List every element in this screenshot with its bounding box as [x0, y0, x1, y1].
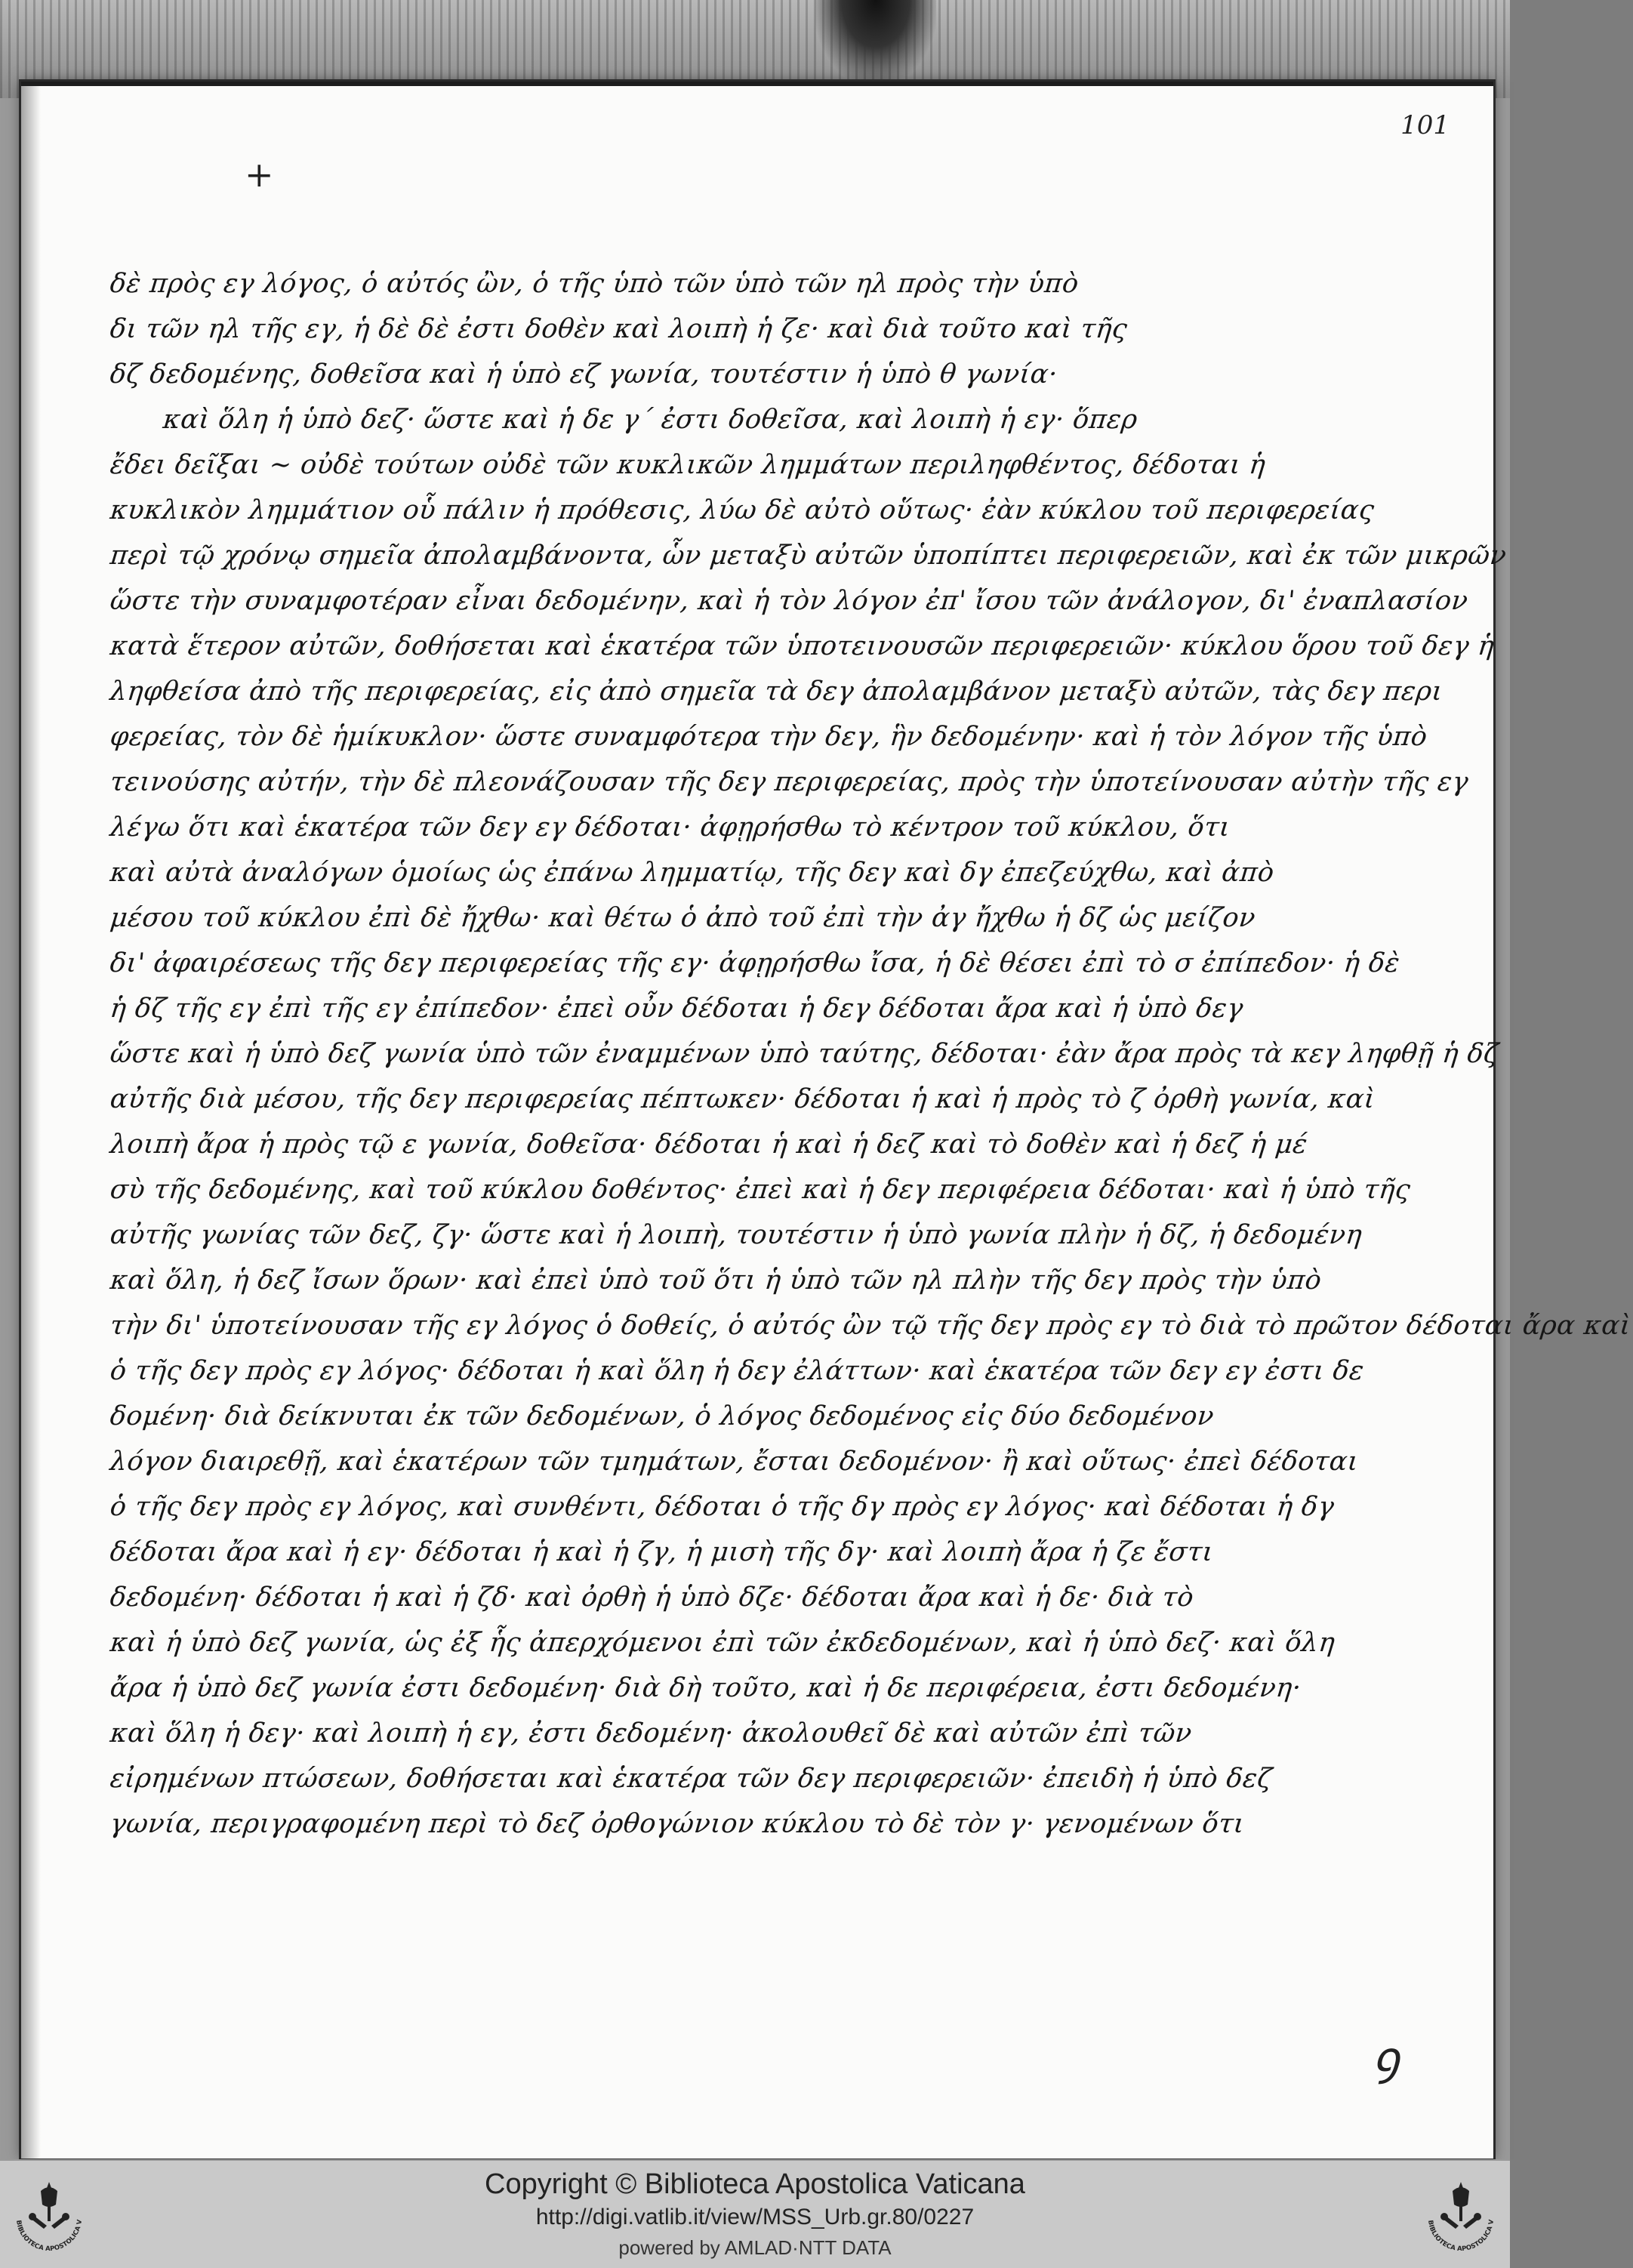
powered-by-text: powered by AMLAD·NTT DATA — [618, 2236, 892, 2259]
copyright-text: Copyright © Biblioteca Apostolica Vaticana — [485, 2168, 1025, 2200]
manuscript-line: δομένη· διὰ δείκνυται ἐκ τῶν δεδομένων, ὁ λόγος δεδομένος εἰς δύο δεδομένον — [108, 1401, 1216, 1431]
manuscript-line: δὲ πρὸς εγ λόγος, ὁ αὐτός ὢν, ὁ τῆς ὑπὸ τῶν ὑπὸ τῶν ηλ πρὸς τὴν ὑπὸ — [108, 269, 1080, 299]
manuscript-line: ληφθείσα ἀπὸ τῆς περιφερείας, εἰς ἀπὸ σημεῖα τὰ δεγ ἀπολαμβάνον μεταξὺ αὐτῶν, τὰς δεγ περι — [108, 676, 1444, 707]
source-url[interactable]: http://digi.vatlib.it/view/MSS_Urb.gr.80/0227 — [535, 2205, 975, 2229]
manuscript-line: καὶ ὅλη ἡ δεγ· καὶ λοιπὴ ἡ εγ, ἐστι δεδομένη· ἀκολουθεῖ δὲ καὶ αὐτῶν ἐπὶ τῶν — [108, 1718, 1194, 1749]
manuscript-line: μέσου τοῦ κύκλου ἐπὶ δὲ ἤχθω· καὶ θέτω ὁ ἀπὸ τοῦ ἐπὶ τὴν ἀγ ἤχθω ἡ δζ ὡς μείζον — [108, 903, 1258, 933]
manuscript-line: δι τῶν ηλ τῆς εγ, ἡ δὲ δὲ ἐστι δοθὲν καὶ λοιπὴ ἡ ζε· καὶ διὰ τοῦτο καὶ τῆς — [108, 314, 1129, 344]
manuscript-line: εἰρημένων πτώσεων, δοθήσεται καὶ ἑκατέρα τῶν δεγ περιφερειῶν· ἐπειδὴ ἡ ὑπὸ δεζ — [108, 1764, 1274, 1794]
end-flourish: ꝯ — [1373, 2032, 1400, 2085]
svg-text:BIBLIOTECA APOSTOLICA VATICANA: BIBLIOTECA APOSTOLICA V — [1426, 2219, 1496, 2254]
manuscript-line: περὶ τῷ χρόνῳ σημεῖα ἀπολαμβάνοντα, ὧν μεταξὺ αὐτῶν ὑποπίπτει περιφερειῶν, καὶ ἐκ τῶν μικρῶν — [108, 541, 1508, 571]
manuscript-line: ὁ τῆς δεγ πρὸς εγ λόγος, καὶ συνθέντι, δέδοται ὁ τῆς δγ πρὸς εγ λόγος· καὶ δέδοται ἡ δγ — [108, 1492, 1336, 1522]
svg-text:BIBLIOTECA APOSTOLICA VATICANA: BIBLIOTECA APOSTOLICA V — [14, 2219, 84, 2254]
manuscript-line: κυκλικὸν λημμάτιον οὗ πάλιν ἡ πρόθεσις, λύω δὲ αὐτὸ οὕτως· ἐὰν κύκλου τοῦ περιφερείας — [108, 495, 1376, 525]
manuscript-line: κατὰ ἕτερον αὐτῶν, δοθήσεται καὶ ἑκατέρα τῶν ὑποτεινουσῶν περιφερειῶν· κύκλου ὅρου τοῦ δεγ ἡ — [108, 631, 1496, 661]
manuscript-line: λόγον διαιρεθῇ, καὶ ἑκατέρων τῶν τμημάτων, ἔσται δεδομένον· ἢ καὶ οὕτως· ἐπεὶ δέδοται — [108, 1447, 1360, 1477]
manuscript-line: σὺ τῆς δεδομένης, καὶ τοῦ κύκλου δοθέντος· ἐπεὶ καὶ ἡ δεγ περιφέρεια δέδοται· καὶ ἡ ὑπὸ τῆς — [108, 1175, 1413, 1205]
manuscript-line: αὐτῆς γωνίας τῶν δεζ, ζγ· ὥστε καὶ ἡ λοιπὴ, τουτέστιν ἡ ὑπὸ γωνία πλὴν ἡ δζ, ἡ δεδομένη — [108, 1220, 1364, 1250]
folio-number: 101 — [1400, 110, 1450, 140]
manuscript-line: ἡ δζ τῆς εγ ἐπὶ τῆς εγ ἐπίπεδον· ἐπεὶ οὖν δέδοται ἡ δεγ δέδοται ἄρα καὶ ἡ ὑπὸ δεγ — [108, 994, 1245, 1024]
manuscript-line: καὶ ὅλη, ἡ δεζ ἴσων ὅρων· καὶ ἐπεὶ ὑπὸ τοῦ ὅτι ἡ ὑπὸ τῶν ηλ πλὴν τῆς δεγ πρὸς τὴν ὑπὸ — [108, 1265, 1323, 1296]
manuscript-page — [21, 82, 1632, 2159]
manuscript-line: λέγω ὅτι καὶ ἑκατέρα τῶν δεγ εγ δέδοται· ἀφῃρήσθω τὸ κέντρον τοῦ κύκλου, ὅτι — [108, 812, 1232, 843]
manuscript-line: καὶ αὐτὰ ἀναλόγων ὁμοίως ὡς ἐπάνω λημματίῳ, τῆς δεγ καὶ δγ ἐπεζεύχθω, καὶ ἀπὸ — [108, 858, 1276, 888]
manuscript-line: δι' ἀφαιρέσεως τῆς δεγ περιφερείας τῆς εγ· ἀφῃρήσθω ἴσα, ἡ δὲ θέσει ἐπὶ τὸ σ ἐπίπεδον· ἡ δὲ — [108, 948, 1402, 978]
manuscript-line: γωνία, περιγραφομένη περὶ τὸ δεζ ὀρθογώνιον κύκλου τὸ δὲ τὸν γ· γενομένων ὅτι — [108, 1809, 1246, 1839]
binding-shadow — [815, 0, 936, 83]
manuscript-line: ἔδει δεῖξαι ~ οὐδὲ τούτων οὐδὲ τῶν κυκλικῶν λημμάτων περιληφθέντος, δέδοται ἡ — [108, 450, 1268, 480]
copyright-footer — [0, 2159, 1510, 2268]
manuscript-line: λοιπὴ ἄρα ἡ πρὸς τῷ ε γωνία, δοθεῖσα· δέδοται ἡ καὶ ἡ δεζ καὶ τὸ δοθὲν καὶ ἡ δεζ ἡ μέ — [108, 1129, 1309, 1160]
manuscript-line: ἄρα ἡ ὑπὸ δεζ γωνία ἐστι δεδομένη· διὰ δὴ τοῦτο, καὶ ἡ δε περιφέρεια, ἐστι δεδομένη· — [108, 1673, 1303, 1703]
manuscript-line: καὶ ὅλη ἡ ὑπὸ δεζ· ὥστε καὶ ἡ δε γ΄ ἐστι δοθεῖσα, καὶ λοιπὴ ἡ εγ· ὅπερ — [161, 405, 1139, 435]
manuscript-line: φερείας, τὸν δὲ ἡμίκυκλον· ὥστε συναμφότερα τὴν δεγ, ἣν δεδομένην· καὶ ἡ τὸν λόγον τῆς ὑπὸ — [108, 722, 1429, 752]
manuscript-line: αὐτῆς διὰ μέσου, τῆς δεγ περιφερείας πέπτωκεν· δέδοται ἡ καὶ ἡ πρὸς τὸ ζ ὀρθὴ γωνία, καὶ — [108, 1084, 1377, 1114]
manuscript-line: καὶ ἡ ὑπὸ δεζ γωνία, ὡς ἐξ ἧς ἀπερχόμενοι ἐπὶ τῶν ἐκδεδομένων, καὶ ἡ ὑπὸ δεζ· καὶ ὅλη — [108, 1628, 1337, 1658]
manuscript-line: δέδοται ἄρα καὶ ἡ εγ· δέδοται ἡ καὶ ἡ ζγ, ἡ μισὴ τῆς δγ· καὶ λοιπὴ ἄρα ἡ ζε ἔστι — [108, 1537, 1216, 1567]
manuscript-text — [108, 261, 1632, 1847]
manuscript-line: ὥστε τὴν συναμφοτέραν εἶναι δεδομένην, καὶ ἡ τὸν λόγον ἐπ' ἴσου τῶν ἀνάλογον, δι' ἐναπλασίον — [108, 586, 1470, 616]
manuscript-line: δζ δεδομένης, δοθεῖσα καὶ ἡ ὑπὸ εζ γωνία, τουτέστιν ἡ ὑπὸ θ γωνία· — [108, 359, 1059, 390]
manuscript-line: δεδομένη· δέδοται ἡ καὶ ἡ ζδ· καὶ ὀρθὴ ἡ ὑπὸ δζε· δέδοται ἄρα καὶ ἡ δε· διὰ τὸ — [108, 1582, 1196, 1613]
manuscript-line: ὥστε καὶ ἡ ὑπὸ δεζ γωνία ὑπὸ τῶν ἐναμμένων ὑπὸ ταύτης, δέδοται· ἐὰν ἄρα πρὸς τὰ κεγ ληφθῇ ἡ δζ — [108, 1039, 1500, 1069]
manuscript-line: ὁ τῆς δεγ πρὸς εγ λόγος· δέδοται ἡ καὶ ὅλη ἡ δεγ ἐλάττων· καὶ ἑκατέρα τῶν δεγ εγ ἐστι δε — [108, 1356, 1366, 1386]
manuscript-line: τεινούσης αὐτήν, τὴν δὲ πλεονάζουσαν τῆς δεγ περιφερείας, πρὸς τὴν ὑποτείνουσαν αὐτὴν τῆς εγ — [108, 767, 1471, 797]
cross-mark: + — [245, 154, 274, 195]
manuscript-line: τὴν δι' ὑποτείνουσαν τῆς εγ λόγος ὁ δοθείς, ὁ αὐτός ὢν τῷ τῆς δεγ πρὸς εγ τὸ διὰ τὸ πρῶτον δέδοται ἄρα καὶ — [108, 1311, 1632, 1341]
